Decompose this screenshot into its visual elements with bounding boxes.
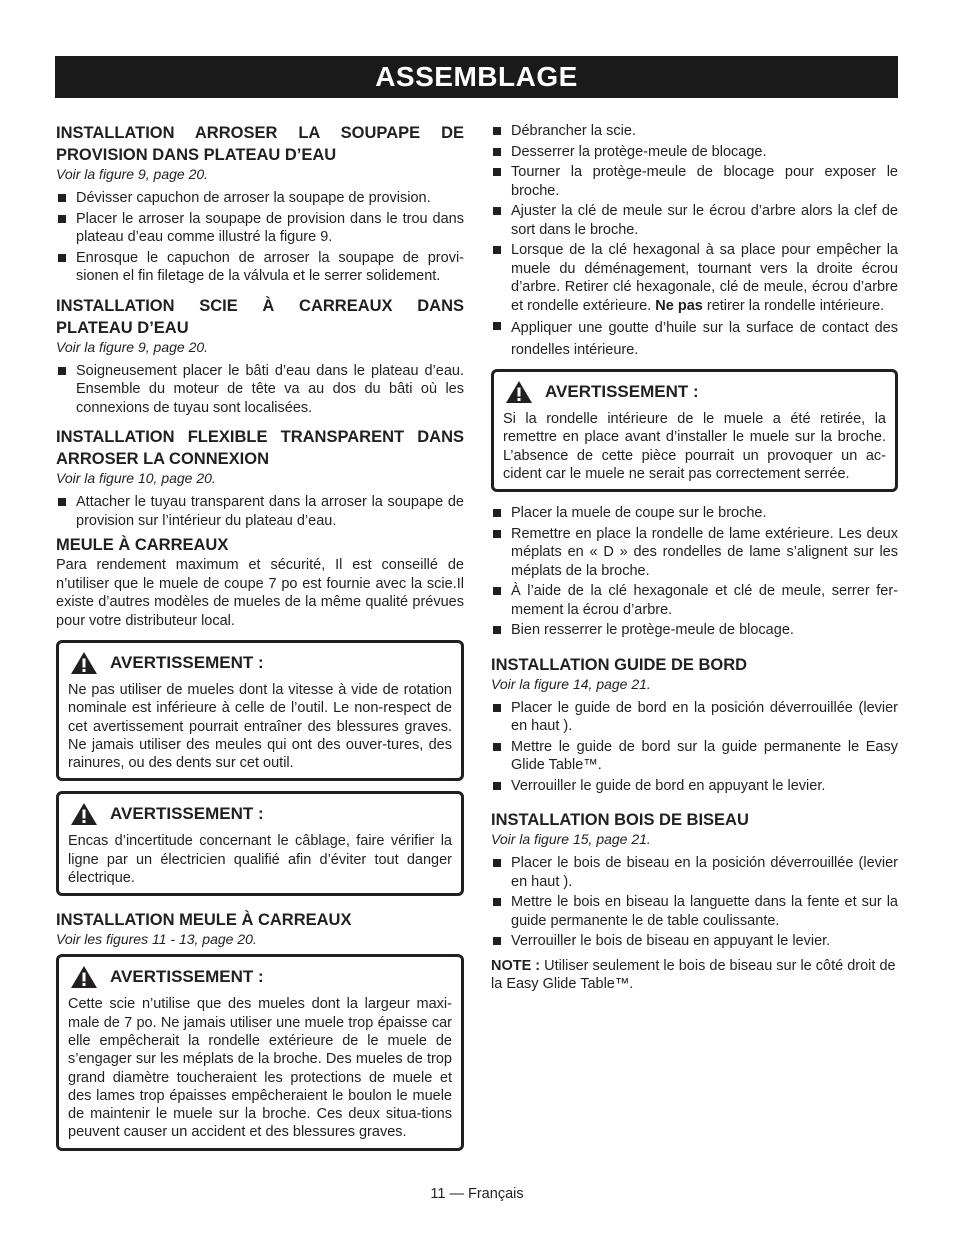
warning-title: AVERTISSEMENT : xyxy=(110,653,264,672)
body-paragraph: Para rendement maximum et sécurité, Il est conseillé de n’utiliser que le muele de coupe 7 po est fournie avec la scie.Il existe d’autres modèles de mueles de la même qualité prévues pour votre distributeur local. xyxy=(56,557,464,629)
figure-reference: Voir la figure 10, page 20. xyxy=(56,470,216,486)
left-column xyxy=(56,122,464,1151)
warning-triangle-icon xyxy=(505,380,533,404)
list-item: Placer le guide de bord en la posición déverrouillée (levier en haut ). xyxy=(491,699,898,736)
section-heading: INSTALLATION SCIE À CARREAUX DANS PLATEAU D’EAU xyxy=(56,296,464,337)
bullet-list xyxy=(491,854,898,951)
list-item: Remettre en place la rondelle de lame extérieure. Les deux méplats en « D » des rondelles de lame s’alignent sur les méplats de la broche. xyxy=(491,525,898,581)
bullet-list xyxy=(491,504,898,640)
list-item: À l’aide de la clé hexagonale et clé de meule, serrer fer-mement la écrou d’arbre. xyxy=(491,582,898,619)
warning-box xyxy=(56,791,464,896)
list-item: Ajuster la clé de meule sur le écrou d’arbre alors la clef de sort dans le broche. xyxy=(491,202,898,239)
figure-reference: Voir la figure 15, page 21. xyxy=(491,831,651,848)
warning-text: Si la rondelle intérieure de le muele a été retirée, la remettre en place avant d’installer le muele sur la broche. L’absence de cette pièce pourrait un provoquer un ac-cident car le muele ne serait pas correctement serrée. xyxy=(503,411,886,482)
list-item: Dévisser capuchon de arroser la soupape de provision. xyxy=(56,189,464,208)
section-heading: INSTALLATION GUIDE DE BORD xyxy=(491,655,748,674)
section-heading: MEULE À CARREAUX xyxy=(56,536,229,554)
section-heading: INSTALLATION ARROSER LA SOUPAPE DE PROVISION DANS PLATEAU D’EAU xyxy=(56,124,464,164)
list-item: Débrancher la scie. xyxy=(491,122,898,141)
right-column xyxy=(491,122,898,994)
list-item: Mettre le bois en biseau la languette dans la fente et sur la guide permanente le de table coulissante. xyxy=(491,893,898,930)
list-item-text: Lorsque de la clé hexagonal à sa place pour empêcher la muele du déménagement, tournant vers la droite écrou d’arbre. Retirer clé hexagonale, clé de meule, écrou d’arbre et rondelle extérieure. xyxy=(511,242,898,314)
list-item: Bien resserrer le protège-meule de blocage. xyxy=(491,621,898,640)
warning-box xyxy=(56,640,464,781)
list-item: Verrouiller le guide de bord en appuyant le levier. xyxy=(491,777,898,796)
list-item: Desserrer la protège-meule de blocage. xyxy=(491,143,898,162)
warning-title: AVERTISSEMENT : xyxy=(545,382,699,401)
list-item xyxy=(491,241,898,315)
warning-triangle-icon xyxy=(70,802,98,826)
emphasis-text: Ne pas xyxy=(655,297,703,314)
warning-box xyxy=(491,369,898,492)
warning-text: Cette scie n’utilise que des mueles dont la largeur maxi-male de 7 po. Ne jamais utiliser une muele trop épaisse car elle empêcherait la rondelle extérieure de le muele de s’engager sur les méplats de la broche. Des mueles de trop grand diamètre toucheraient les protections de muele et des lames trop épaisses empêcheraient le boulon le muele de maintenir le muele sur la broche. Ces deux situa-tions peuvent causer un accident et des blessures graves. xyxy=(68,996,452,1141)
bullet-list xyxy=(491,699,898,796)
list-item: Tourner la protège-meule de blocage pour exposer le broche. xyxy=(491,163,898,200)
section-heading: INSTALLATION FLEXIBLE TRANSPARENT DANS ARROSER LA CONNEXION xyxy=(56,428,464,468)
figure-reference: Voir la figure 9, page 20. xyxy=(56,166,209,182)
section-heading: INSTALLATION MEULE À CARREAUX xyxy=(56,911,352,930)
figure-reference: Voir la figure 14, page 21. xyxy=(491,675,651,692)
page-banner: ASSEMBLAGE xyxy=(55,56,898,98)
section-heading: INSTALLATION BOIS DE BISEAU xyxy=(491,811,749,830)
list-item: Placer le bois de biseau en la posición déverrouillée (levier en haut ). xyxy=(491,854,898,891)
warning-title: AVERTISSEMENT : xyxy=(110,804,264,824)
warning-text: Ne pas utiliser de mueles dont la vitesse à vide de rotation nominale est inférieure à celle de l’outil. Le non-respect de cet avertissement pourrait entraîner des blessures graves. Ne jamais utiliser des meules qui ont des ouver-tures, des rainures, ou des dents sur cet outil. xyxy=(68,682,452,772)
list-item: Verrouiller le bois de biseau en appuyant le levier. xyxy=(491,932,898,951)
page-footer: 11 — Français xyxy=(430,1186,524,1202)
list-item: Placer le arroser la soupape de provision dans le trou dans plateau d’eau comme illustré la figure 9. xyxy=(56,210,464,247)
bullet-list xyxy=(56,189,464,286)
list-item: Attacher le tuyau transparent dans la arroser la soupape de provision sur l’intérieur du plateau d’eau. xyxy=(56,493,464,530)
figure-reference: Voir la figure 9, page 20. xyxy=(56,338,209,355)
bullet-list xyxy=(491,122,898,361)
note-paragraph xyxy=(491,957,898,994)
warning-triangle-icon xyxy=(70,651,98,675)
list-item: Placer la muele de coupe sur le broche. xyxy=(491,504,898,523)
list-item: Enrosque le capuchon de arroser la soupape de provi-sionen el fin filetage de la válvula et le serrer solidement. xyxy=(56,249,464,286)
list-item-text: retirer la rondelle intérieure. xyxy=(702,297,885,314)
bullet-list xyxy=(56,493,464,530)
warning-box xyxy=(56,954,464,1150)
warning-title: AVERTISSEMENT : xyxy=(110,967,264,987)
figure-reference: Voir les figures 11 - 13, page 20. xyxy=(56,931,257,948)
note-label: NOTE : xyxy=(491,957,541,974)
list-item: Mettre le guide de bord sur la guide permanente le Easy Glide Table™. xyxy=(491,738,898,775)
warning-triangle-icon xyxy=(70,965,98,989)
bullet-list xyxy=(56,362,464,418)
note-text: Utiliser seulement le bois de biseau sur le côté droit de la Easy Glide Table™. xyxy=(491,957,896,993)
warning-text: Encas d’incertitude concernant le câblage, faire vérifier la ligne par un électricien qualifié afin d’éviter tout danger électrique. xyxy=(68,833,452,887)
list-item: Soigneusement placer le bâti d’eau dans le plateau d’eau. Ensemble du moteur de tête va au dos du bâti où les connexions de tuyau sont localisées. xyxy=(56,362,464,418)
list-item: Appliquer une goutte d’huile sur la surface de contact des rondelles intérieure. xyxy=(491,317,898,361)
